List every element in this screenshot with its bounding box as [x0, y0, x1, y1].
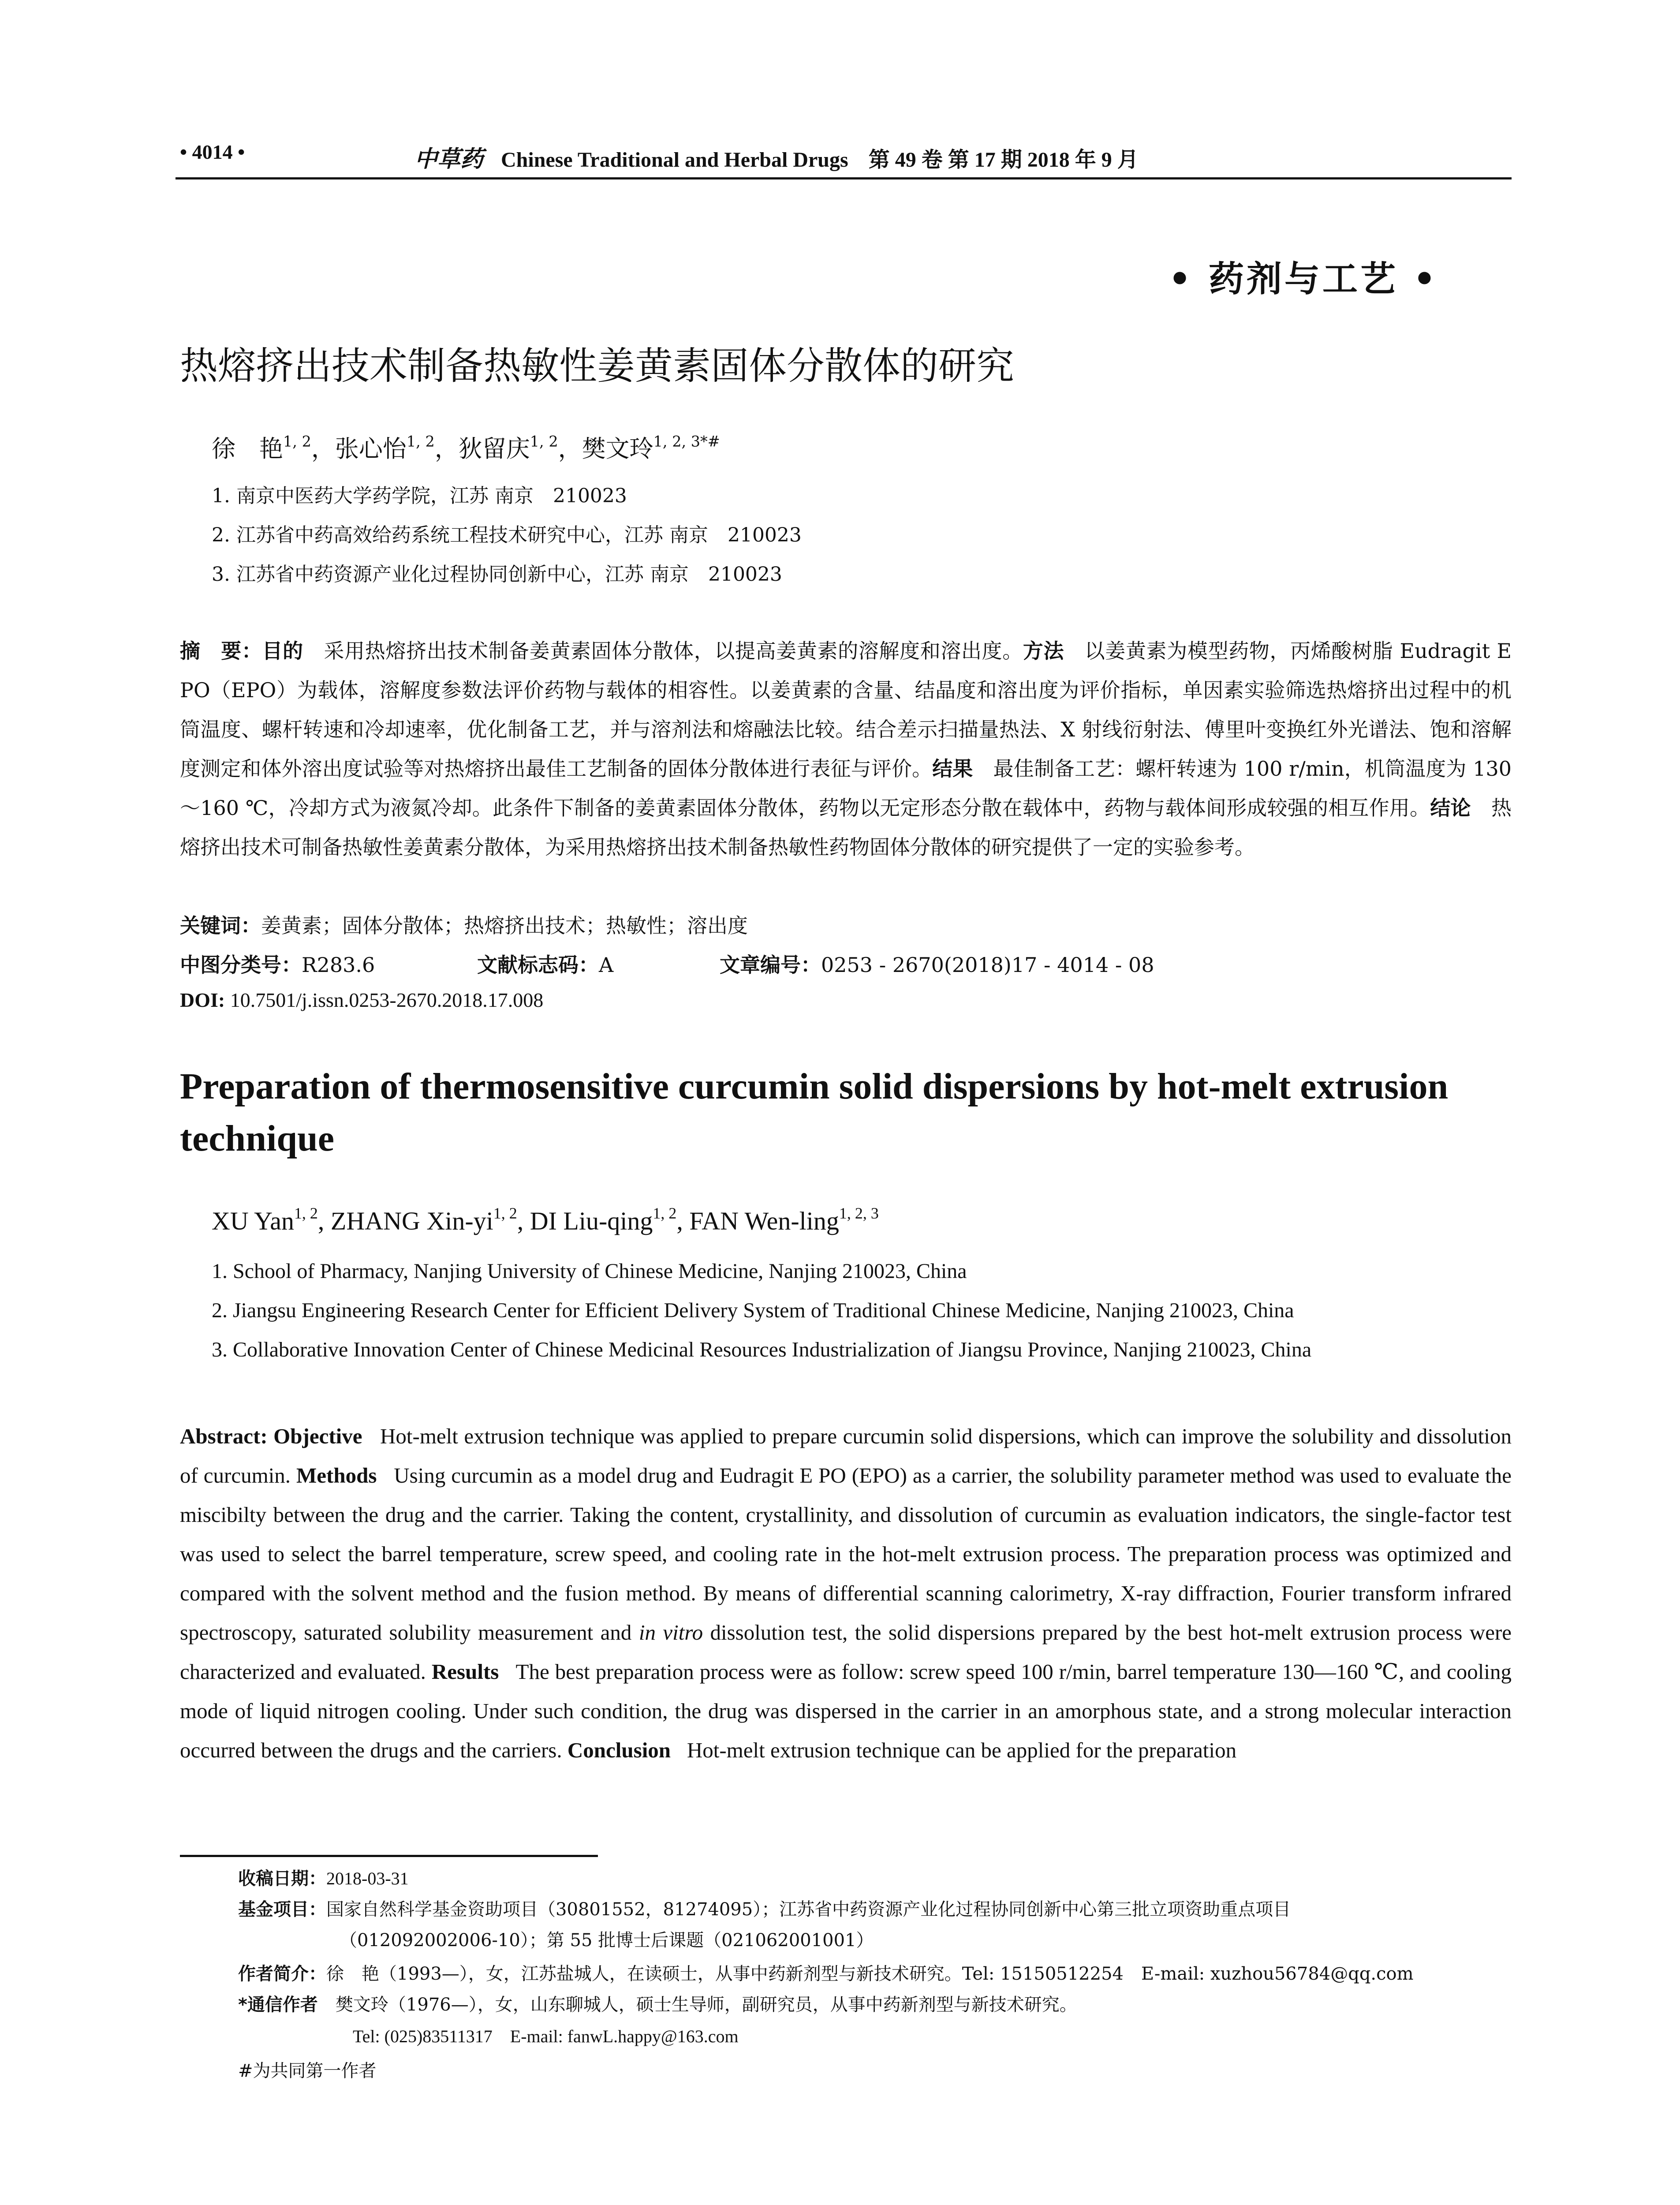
author-bio — [238, 1962, 1414, 1986]
doc-code-value: A — [599, 953, 614, 977]
author-bio-text: 徐 艳（1993—），女，江苏盐城人，在读硕士，从事中药新剂型与新技术研究。Tel: 15150512254 E-mail: xuzhou56784@qq.com — [326, 1964, 1414, 1984]
methods-text: Using curcumin as a model drug and Eudragit E PO (EPO) as a carrier, the solubility parameter method was used to evaluate the miscibilty between the drug and the carrier. Taking the content, crystallinity, and dissolution of curcumin as evaluation indicators, the single-factor test was used to select the barrel temperature, screw speed, and cooling rate in the hot-melt extrusion process. The preparation process was optimized and compared with the solvent method and the fusion method. By means of differential scanning calorimetry, X-ray diffraction, Fourier transform infrared spectroscopy, saturated solubility measurement and — [180, 1463, 1512, 1644]
conclusion-text: 热熔挤出技术可制备热敏性姜黄素分散体，为采用热熔挤出技术制备热敏性药物固体分散体的研究提供了一定的实验参考。 — [180, 796, 1512, 859]
corresponding-text: 樊文玲（1976—），女，山东聊城人，硕士生导师，副研究员，从事中药新剂型与新技术研究。 — [335, 1995, 1077, 2015]
abstract-label: Abstract: — [180, 1424, 268, 1448]
chinese-affiliation: 2. 江苏省中药高效给药系统工程技术研究中心，江苏 南京 210023 — [212, 524, 802, 546]
conclusion-label: Conclusion — [567, 1738, 671, 1762]
author-affiliation-mark: 1, 2 — [294, 1204, 318, 1222]
fund-text-continued: （012092002006-10）；第 55 批博士后课题（021062001001） — [340, 1930, 874, 1951]
keywords-label: 关键词： — [180, 914, 261, 938]
footnote-rule — [180, 1855, 598, 1857]
keywords-line — [180, 910, 748, 939]
methods-text: 以姜黄素为模型药物，丙烯酸树脂 Eudragit E PO（EPO）为载体，溶解度参数法评价药物与载体的相容性。以姜黄素的含量、结晶度和溶出度为评价指标，单因素实验筛选热熔挤出过程中的机筒温度、螺杆转速和冷却速率，优化制备工艺，并与溶剂法和熔融法比较。结合差示扫描量热法、X 射线衍射法、傅里叶变换红外光谱法、饱和溶解度测定和体外溶出度试验等对热熔挤出最佳工艺制备的固体分散体进行表征与评价。 — [180, 639, 1512, 781]
section-tag: • 药剂与工艺 • — [1169, 258, 1438, 299]
clc-label: 中图分类号： — [180, 953, 302, 977]
doc-code-label: 文献标志码： — [477, 953, 599, 977]
journal-issue: 第 49 卷 第 17 期 2018 年 9 月 — [868, 148, 1139, 172]
chinese-affiliation: 1. 南京中医药大学药学院，江苏 南京 210023 — [212, 485, 627, 507]
author-affiliation-mark: 1, 2, 3 — [839, 1204, 879, 1222]
methods-label: Methods — [296, 1463, 377, 1487]
journal-logo-cn: 中草药 — [414, 147, 484, 172]
received-label: 收稿日期： — [238, 1869, 326, 1889]
english-title: Preparation of thermosensitive curcumin solid dispersions by hot-melt extrusion technique — [180, 1066, 1449, 1159]
keywords-text: 姜黄素；固体分散体；热熔挤出技术；热敏性；溶出度 — [261, 914, 748, 938]
doi-label: DOI: — [180, 989, 225, 1011]
article-number — [720, 949, 1154, 978]
results-label: 结果 — [932, 757, 973, 781]
objective-label: Objective — [273, 1424, 362, 1448]
results-text: 最佳制备工艺：螺杆转速为 100 r/min，机筒温度为 130～160 ℃，冷却方式为液氮冷却。此条件下制备的姜黄素固体分散体，药物以无定形态分散在载体中，药物与载体间形成较强的相互作用。 — [180, 757, 1512, 820]
chinese-abstract — [180, 632, 1512, 867]
english-authors: XU Yan$^{1, 2}$, ZHANG Xin-yi$^{1, 2}$, DI Liu-qing$^{1, 2}$, FAN Wen-ling$^{1, 2, 3}$ — [212, 1204, 879, 1235]
objective-label: 目的 — [262, 639, 303, 663]
objective-text: 采用热熔挤出技术制备姜黄素固体分散体，以提高姜黄素的溶解度和溶出度。 — [324, 639, 1023, 663]
author-name: DI Liu-qing — [530, 1207, 653, 1235]
article-number-value: 0253 - 2670(2018)17 - 4014 - 08 — [821, 953, 1154, 977]
author-bio-label: 作者简介： — [238, 1964, 326, 1984]
chinese-affiliation: 3. 江苏省中药资源产业化过程协同创新中心，江苏 南京 210023 — [212, 563, 782, 586]
english-affiliation: 1. School of Pharmacy, Nanjing University of Chinese Medicine, Nanjing 210023, China — [212, 1259, 967, 1283]
english-affiliation: 3. Collaborative Innovation Center of Chinese Medicinal Resources Industrialization of Jiangsu Province, Nanjing 210023, China — [212, 1338, 1312, 1361]
conclusion-label: 结论 — [1430, 796, 1471, 820]
fund-label: 基金项目： — [238, 1899, 326, 1920]
corresponding-contact: Tel: (025)83511317 E-mail: fanwL.happy@163.com — [353, 2026, 739, 2046]
clc-value: R283.6 — [302, 953, 375, 977]
author-affiliation-mark: 1, 2 — [653, 1204, 677, 1222]
author-name: XU Yan — [212, 1207, 294, 1235]
co-first-author-note: #为共同第一作者 — [238, 2061, 377, 2081]
corresponding-label: *通信作者 — [238, 1995, 318, 2015]
fund-text: 国家自然科学基金资助项目（30801552，81274095）；江苏省中药资源产业化过程协同创新中心第三批立项资助重点项目 — [326, 1899, 1291, 1920]
author-name: 樊文玲 — [582, 435, 653, 463]
corresponding-author — [238, 1992, 1077, 2017]
chinese-title: 热熔挤出技术制备热敏性姜黄素固体分散体的研究 — [180, 344, 1014, 388]
author-name: ZHANG Xin-yi — [330, 1207, 493, 1235]
objective-text: Hot-melt extrusion technique was applied to prepare curcumin solid dispersions, which can improve the solubility and dissolution of curcumin. — [180, 1424, 1512, 1487]
doi-line — [180, 988, 543, 1012]
conclusion-text: Hot-melt extrusion technique can be applied for the preparation — [687, 1738, 1237, 1762]
author-affiliation-mark: 1, 2, 3*# — [653, 433, 720, 450]
article-number-label: 文章编号： — [720, 953, 821, 977]
header-rule — [175, 177, 1512, 179]
methods-italic-term: in vitro — [638, 1620, 703, 1644]
document-code — [477, 949, 613, 978]
author-name: 张心怡 — [335, 435, 407, 463]
results-label: Results — [431, 1659, 499, 1684]
doi-value: 10.7501/j.issn.0253-2670.2018.17.008 — [230, 989, 544, 1011]
journal-header — [414, 140, 1139, 173]
author-name: 狄留庆 — [458, 435, 530, 463]
author-name: 徐 艳 — [212, 435, 283, 463]
classification-line — [180, 949, 375, 978]
author-affiliation-mark: 1, 2 — [406, 433, 435, 450]
fund-item — [238, 1897, 1291, 1922]
author-affiliation-mark: 1, 2 — [530, 433, 558, 450]
chinese-authors: 徐 艳$^{1, 2}$，张心怡$^{1, 2}$，狄留庆$^{1, 2}$，樊文玲$^{1, 2, 3*\#}$ — [212, 433, 720, 463]
author-name: FAN Wen-ling — [689, 1207, 839, 1235]
journal-name-en: Chinese Traditional and Herbal Drugs — [501, 148, 848, 172]
results-text: The best preparation process were as follow: screw speed 100 r/min, barrel temperature 130—160 ℃, and cooling mode of liquid nitrogen cooling. Under such condition, the drug was dispersed in the carrier in an amorphous state, and a strong molecular interaction occurred between the drugs and the carriers. — [180, 1659, 1512, 1762]
received-value: 2018-03-31 — [326, 1869, 409, 1888]
english-affiliation: 2. Jiangsu Engineering Research Center for Efficient Delivery System of Traditional Chinese Medicine, Nanjing 210023, China — [212, 1299, 1294, 1322]
methods-text-continued: dissolution test, the solid dispersions prepared by the best hot-melt extrusion process were characterized and evaluated. — [180, 1620, 1512, 1684]
author-affiliation-mark: 1, 2 — [493, 1204, 517, 1222]
received-date — [238, 1866, 409, 1891]
abstract-label: 摘 要： — [180, 639, 262, 663]
author-affiliation-mark: 1, 2 — [283, 433, 311, 450]
english-abstract — [180, 1416, 1512, 1770]
methods-label: 方法 — [1023, 639, 1064, 663]
page-number: • 4014 • — [180, 141, 245, 163]
